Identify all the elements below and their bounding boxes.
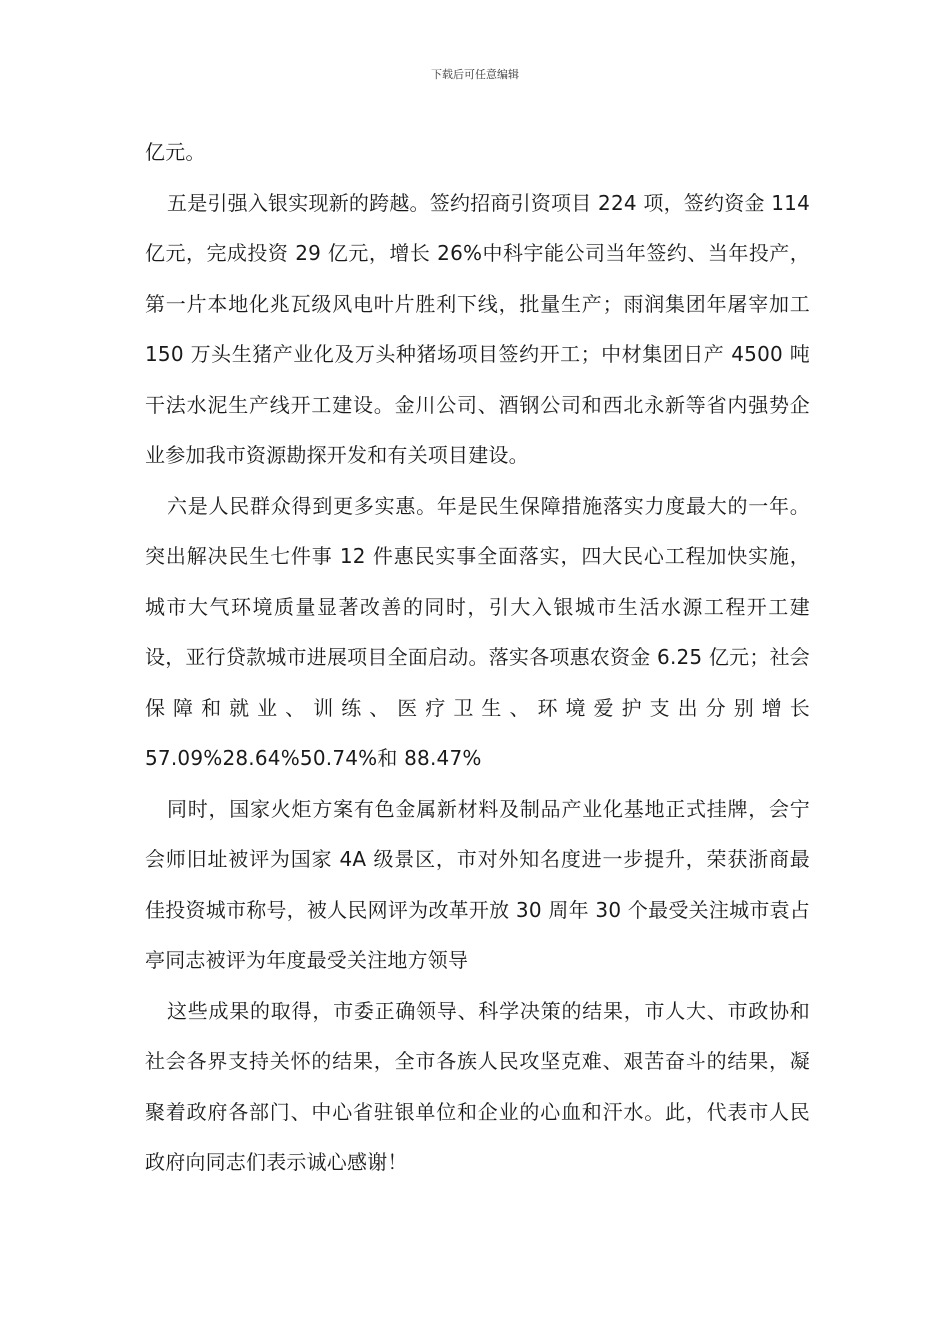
paragraph-investment: 五是引强入银实现新的跨越。签约招商引资项目 224 项，签约资金 114 亿元，完成投资 29 亿元，增长 26%中科宇能公司当年签约、当年投产，第一片本地化兆瓦级风电叶片胜利下线，批量生产；雨润集团年屠宰加工 150 万头生猪产业化及万头种猪场项目签约开工；中材集团日产 4500 吨干法水泥生产线开工建设。金川公司、酒钢公司和西北永新等省内强势企业参加我市资源勘探开发和有关项目建设。: [145, 190, 810, 467]
document-body: [145, 127, 810, 1188]
paragraph-livelihood: 六是人民群众得到更多实惠。年是民生保障措施落实力度最大的一年。突出解决民生七件事 12 件惠民实事全面落实，四大民心工程加快实施，城市大气环境质量显著改善的同时，引大入银城市生活水源工程开工建设，亚行贷款城市进展项目全面启动。落实各项惠农资金 6.25 亿元；社会保障和就业、训练、医疗卫生、环境爱护支出分别增长 57.09%28.64%50.74%和 88.47%: [145, 493, 810, 770]
paragraph-honors: 同时，国家火炬方案有色金属新材料及制品产业化基地正式挂牌，会宁会师旧址被评为国家 4A 级景区，市对外知名度进一步提升，荣获浙商最佳投资城市称号，被人民网评为改革开放 30 周年 30 个最受关注城市袁占亭同志被评为年度最受关注地方领导: [145, 796, 810, 972]
paragraph-continuation: 亿元。: [145, 140, 206, 164]
page-header: 下载后可任意编辑: [431, 68, 519, 81]
paragraph-thanks: 这些成果的取得，市委正确领导、科学决策的结果，市人大、市政协和社会各界支持关怀的结果，全市各族人民攻坚克难、艰苦奋斗的结果，凝聚着政府各部门、中心省驻银单位和企业的心血和汗水。此，代表市人民政府向同志们表示诚心感谢！: [145, 998, 810, 1174]
